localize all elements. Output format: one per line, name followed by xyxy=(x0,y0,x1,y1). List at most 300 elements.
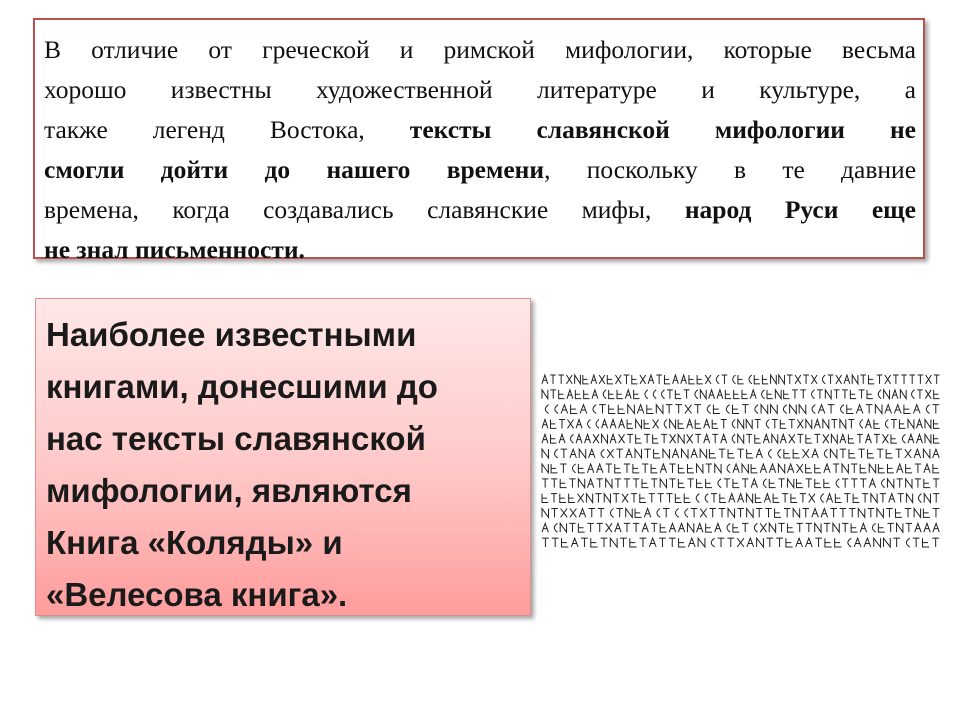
manuscript-glyph xyxy=(695,434,701,443)
manuscript-glyph xyxy=(610,509,613,518)
manuscript-glyph xyxy=(697,375,703,384)
manuscript-glyph xyxy=(806,523,812,532)
manuscript-glyph xyxy=(663,509,670,518)
manuscript-glyph xyxy=(912,390,915,399)
manuscript-glyph xyxy=(849,509,856,518)
manuscript-glyph xyxy=(925,434,931,443)
manuscript-glyph xyxy=(806,420,812,429)
manuscript-glyph xyxy=(661,434,667,443)
intro-bold-text: не знал письменности. xyxy=(44,235,305,264)
manuscript-glyph xyxy=(764,494,770,503)
manuscript-glyph xyxy=(666,405,673,414)
manuscript-glyph xyxy=(715,523,721,532)
manuscript-glyph xyxy=(872,523,875,532)
manuscript-glyph xyxy=(769,464,775,473)
manuscript-glyph xyxy=(627,420,633,429)
manuscript-glyph xyxy=(915,464,921,473)
manuscript-glyph xyxy=(767,390,773,399)
manuscript-glyph xyxy=(784,509,791,518)
manuscript-glyph xyxy=(615,464,621,473)
intro-line-5 xyxy=(44,190,916,230)
manuscript-glyph xyxy=(561,509,568,518)
manuscript-glyph xyxy=(542,449,549,458)
manuscript-glyph xyxy=(904,405,911,414)
manuscript-glyph xyxy=(551,479,557,488)
manuscript-glyph xyxy=(886,509,893,518)
manuscript-glyph xyxy=(645,390,648,399)
manuscript-glyph xyxy=(932,538,939,547)
manuscript-glyph xyxy=(860,479,866,488)
manuscript-glyph xyxy=(754,375,760,384)
manuscript-glyph xyxy=(603,390,606,399)
manuscript-glyph xyxy=(615,375,621,384)
manuscript-glyph xyxy=(632,375,638,384)
manuscript-glyph xyxy=(697,523,703,532)
manuscript-glyph xyxy=(571,405,578,414)
manuscript-glyph xyxy=(653,434,659,443)
manuscript-glyph xyxy=(733,375,736,384)
manuscript-glyph xyxy=(792,390,798,399)
manuscript-glyph xyxy=(886,449,893,458)
manuscript-glyph xyxy=(663,449,670,458)
manuscript-glyph xyxy=(678,464,684,473)
manuscript-glyph xyxy=(831,434,837,443)
manuscript-glyph xyxy=(648,375,654,384)
manuscript-glyph xyxy=(617,390,623,399)
manuscript-glyph xyxy=(763,434,769,443)
manuscript-glyph xyxy=(858,449,865,458)
manuscript-glyph xyxy=(651,464,657,473)
manuscript-glyph xyxy=(640,375,646,384)
manuscript-glyph xyxy=(550,390,556,399)
manuscript-glyph xyxy=(675,509,678,518)
manuscript-glyph xyxy=(733,523,739,532)
manuscript-glyph xyxy=(874,434,880,443)
manuscript-glyph xyxy=(689,375,695,384)
manuscript-glyph xyxy=(922,538,929,547)
manuscript-glyph xyxy=(559,390,565,399)
manuscript-glyph xyxy=(667,390,673,399)
manuscript-glyph xyxy=(840,434,846,443)
manuscript-glyph xyxy=(892,390,898,399)
manuscript-glyph xyxy=(700,449,707,458)
manuscript-glyph xyxy=(597,464,603,473)
manuscript-glyph xyxy=(858,509,865,518)
manuscript-glyph xyxy=(924,479,930,488)
manuscript-glyph xyxy=(847,405,854,414)
manuscript-glyph xyxy=(610,434,616,443)
manuscript-glyph xyxy=(618,405,625,414)
manuscript-glyph xyxy=(569,479,575,488)
manuscript-glyph xyxy=(933,479,939,488)
manuscript-glyph xyxy=(578,494,584,503)
manuscript-glyph xyxy=(722,375,728,384)
manuscript-glyph xyxy=(598,509,605,518)
manuscript-glyph xyxy=(542,464,548,473)
manuscript-glyph xyxy=(575,375,581,384)
manuscript-glyph xyxy=(675,494,681,503)
manuscript-glyph xyxy=(856,405,863,414)
manuscript-glyph xyxy=(887,479,893,488)
manuscript-glyph xyxy=(835,494,841,503)
manuscript-glyph xyxy=(811,375,817,384)
manuscript-glyph xyxy=(559,434,565,443)
manuscript-glyph xyxy=(592,390,598,399)
manuscript-glyph xyxy=(642,464,648,473)
manuscript-glyph xyxy=(633,479,639,488)
manuscript-glyph xyxy=(822,375,825,384)
manuscript-glyph xyxy=(644,509,651,518)
manuscript-glyph xyxy=(721,434,727,443)
manuscript-glyph xyxy=(787,523,793,532)
manuscript-glyph xyxy=(711,494,717,503)
manuscript-glyph xyxy=(733,479,739,488)
manuscript-glyph xyxy=(865,420,871,429)
manuscript-glyph xyxy=(610,538,617,547)
manuscript-glyph xyxy=(840,420,846,429)
manuscript-glyph xyxy=(542,523,548,532)
manuscript-glyph xyxy=(775,509,782,518)
manuscript-glyph xyxy=(578,464,584,473)
manuscript-glyph xyxy=(601,449,604,458)
manuscript-glyph xyxy=(823,420,829,429)
manuscript-glyph xyxy=(742,464,748,473)
manuscript-glyph xyxy=(784,390,790,399)
manuscript-glyph xyxy=(589,449,596,458)
manuscript-glyph xyxy=(762,390,765,399)
manuscript-glyph xyxy=(630,538,637,547)
manuscript-glyph xyxy=(615,479,621,488)
manuscript-glyph xyxy=(681,375,687,384)
manuscript-glyph xyxy=(570,449,577,458)
manuscript-glyph xyxy=(626,509,633,518)
manuscript-glyph xyxy=(848,434,854,443)
manuscript-glyph xyxy=(835,538,842,547)
manuscript-glyph xyxy=(885,405,892,414)
manuscript-glyph xyxy=(542,390,548,399)
manuscript-glyph xyxy=(868,509,875,518)
manuscript-glyph xyxy=(712,420,718,429)
manuscript-glyph xyxy=(695,390,698,399)
manuscript-glyph xyxy=(705,494,708,503)
manuscript-glyph xyxy=(840,449,847,458)
manuscript-glyph xyxy=(698,538,705,547)
manuscript-glyph xyxy=(751,479,757,488)
manuscript-glyph xyxy=(635,449,642,458)
manuscript-glyph xyxy=(750,390,756,399)
manuscript-glyph xyxy=(571,434,574,443)
manuscript-glyph xyxy=(653,390,656,399)
manuscript-glyph xyxy=(609,405,616,414)
manuscript-glyph xyxy=(700,509,707,518)
manuscript-glyph xyxy=(644,420,650,429)
manuscript-glyph xyxy=(697,464,703,473)
manuscript-glyph xyxy=(727,538,734,547)
manuscript-glyph xyxy=(651,523,657,532)
manuscript-glyph xyxy=(918,375,924,384)
manuscript-glyph xyxy=(687,523,693,532)
manuscript-glyph xyxy=(797,434,803,443)
manuscript-glyph xyxy=(793,509,800,518)
manuscript-glyph xyxy=(660,464,666,473)
manuscript-glyph xyxy=(932,405,939,414)
manuscript-glyph xyxy=(787,464,793,473)
manuscript-glyph xyxy=(789,420,795,429)
manuscript-glyph xyxy=(842,390,848,399)
manuscript-glyph xyxy=(769,449,772,458)
manuscript-glyph xyxy=(569,523,575,532)
manuscript-glyph xyxy=(824,449,827,458)
manuscript-glyph xyxy=(580,405,587,414)
intro-text-box xyxy=(33,18,925,264)
manuscript-glyph xyxy=(721,420,727,429)
manuscript-glyph xyxy=(669,479,675,488)
manuscript-glyph xyxy=(760,464,766,473)
manuscript-glyph xyxy=(712,434,718,443)
manuscript-glyph xyxy=(542,420,548,429)
manuscript-glyph xyxy=(754,523,757,532)
manuscript-glyph xyxy=(806,434,812,443)
manuscript-glyph xyxy=(545,405,548,414)
manuscript-glyph xyxy=(656,405,663,414)
manuscript-glyph xyxy=(626,449,633,458)
manuscript-glyph xyxy=(844,494,850,503)
manuscript-glyph xyxy=(572,464,575,473)
manuscript-glyph xyxy=(599,375,605,384)
manuscript-glyph xyxy=(913,405,920,414)
manuscript-glyph xyxy=(583,375,589,384)
manuscript-glyph xyxy=(657,509,660,518)
manuscript-glyph xyxy=(878,390,881,399)
books-line-3: нас тексты славянской xyxy=(46,420,426,457)
manuscript-glyph xyxy=(901,375,907,384)
manuscript-glyph xyxy=(878,464,884,473)
manuscript-glyph xyxy=(654,449,661,458)
manuscript-glyph xyxy=(679,538,686,547)
manuscript-glyph xyxy=(642,523,648,532)
manuscript-row xyxy=(542,479,939,488)
manuscript-glyph xyxy=(635,509,642,518)
manuscript-glyph xyxy=(906,479,912,488)
manuscript-glyph xyxy=(578,479,584,488)
manuscript-glyph xyxy=(620,538,627,547)
manuscript-glyph xyxy=(558,375,564,384)
manuscript-glyph xyxy=(916,434,922,443)
manuscript-glyph xyxy=(828,375,834,384)
manuscript-glyph xyxy=(624,479,630,488)
manuscript-glyph xyxy=(578,523,584,532)
manuscript-glyph xyxy=(733,464,739,473)
manuscript-glyph xyxy=(799,405,806,414)
manuscript-glyph xyxy=(933,420,939,429)
manuscript-glyph xyxy=(915,479,921,488)
manuscript-glyph xyxy=(738,375,744,384)
manuscript-glyph xyxy=(747,509,754,518)
manuscript-glyph xyxy=(678,523,684,532)
manuscript-glyph xyxy=(772,434,778,443)
manuscript-glyph xyxy=(718,538,725,547)
manuscript-glyph xyxy=(925,420,931,429)
manuscript-image xyxy=(540,372,942,550)
manuscript-glyph xyxy=(897,523,903,532)
manuscript-glyph xyxy=(613,494,619,503)
manuscript-glyph xyxy=(587,479,593,488)
manuscript-glyph xyxy=(848,538,851,547)
manuscript-glyph xyxy=(913,538,920,547)
manuscript-glyph xyxy=(851,479,857,488)
manuscript-glyph xyxy=(933,449,940,458)
manuscript-glyph xyxy=(616,449,623,458)
manuscript-glyph xyxy=(860,420,863,429)
manuscript-glyph xyxy=(815,523,821,532)
manuscript-glyph xyxy=(826,494,832,503)
manuscript-row xyxy=(542,538,939,547)
manuscript-glyph xyxy=(772,420,778,429)
manuscript-glyph xyxy=(747,538,754,547)
manuscript-glyph xyxy=(569,494,575,503)
manuscript-glyph xyxy=(815,464,821,473)
manuscript-glyph xyxy=(906,538,909,547)
manuscript-glyph xyxy=(818,405,825,414)
manuscript-glyph xyxy=(678,479,684,488)
manuscript-glyph xyxy=(786,538,793,547)
manuscript-glyph xyxy=(755,434,761,443)
books-line-1: Наиболее известными xyxy=(46,316,417,353)
manuscript-glyph xyxy=(882,479,885,488)
manuscript-glyph xyxy=(684,390,690,399)
manuscript-glyph xyxy=(848,420,854,429)
manuscript-glyph xyxy=(561,405,568,414)
manuscript-glyph xyxy=(923,449,930,458)
manuscript-glyph xyxy=(756,509,763,518)
manuscript-glyph xyxy=(579,509,586,518)
manuscript-glyph xyxy=(571,538,578,547)
manuscript-glyph xyxy=(842,464,848,473)
manuscript-glyph xyxy=(606,464,612,473)
manuscript-glyph xyxy=(889,494,895,503)
manuscript-glyph xyxy=(662,390,665,399)
manuscript-glyph xyxy=(900,390,906,399)
manuscript-glyph xyxy=(800,390,806,399)
manuscript-glyph xyxy=(893,375,899,384)
manuscript-glyph xyxy=(806,479,812,488)
intro-text: также легенд Востока, xyxy=(44,115,410,144)
manuscript-row xyxy=(542,434,939,443)
manuscript-glyph xyxy=(637,405,644,414)
manuscript-glyph xyxy=(784,449,791,458)
manuscript-glyph xyxy=(599,405,606,414)
manuscript-glyph xyxy=(706,464,712,473)
manuscript-glyph xyxy=(551,434,557,443)
manuscript-glyph xyxy=(576,434,582,443)
manuscript-glyph xyxy=(934,390,940,399)
manuscript-glyph xyxy=(747,449,754,458)
manuscript-glyph xyxy=(866,405,873,414)
manuscript-glyph xyxy=(664,420,667,429)
manuscript-glyph xyxy=(560,464,566,473)
manuscript-glyph xyxy=(914,509,921,518)
manuscript-glyph xyxy=(649,538,656,547)
manuscript-glyph xyxy=(700,390,706,399)
manuscript-glyph xyxy=(542,538,549,547)
manuscript-glyph xyxy=(897,479,903,488)
intro-line-6 xyxy=(44,230,916,270)
manuscript-glyph xyxy=(729,494,735,503)
manuscript-glyph xyxy=(691,449,698,458)
manuscript-glyph xyxy=(737,538,744,547)
manuscript-glyph xyxy=(817,390,823,399)
manuscript-glyph xyxy=(669,464,675,473)
manuscript-glyph xyxy=(719,509,726,518)
manuscript-glyph xyxy=(915,523,921,532)
manuscript-row xyxy=(542,420,939,429)
manuscript-glyph xyxy=(696,494,699,503)
manuscript-glyph xyxy=(860,523,866,532)
manuscript-glyph xyxy=(684,494,690,503)
manuscript-row xyxy=(542,523,939,532)
manuscript-glyph xyxy=(789,434,795,443)
manuscript-glyph xyxy=(575,390,581,399)
manuscript-glyph xyxy=(672,449,679,458)
intro-bold-text: тексты славянской мифологии не xyxy=(409,115,916,144)
manuscript-glyph xyxy=(917,390,923,399)
manuscript-glyph xyxy=(815,479,821,488)
manuscript-glyph xyxy=(883,538,890,547)
manuscript-glyph xyxy=(604,494,610,503)
manuscript-row xyxy=(542,494,939,503)
manuscript-glyph xyxy=(738,420,744,429)
manuscript-glyph xyxy=(587,464,593,473)
manuscript-glyph xyxy=(622,494,628,503)
books-line-6: «Велесова книга». xyxy=(46,576,348,613)
manuscript-glyph xyxy=(842,479,848,488)
manuscript-glyph xyxy=(609,390,615,399)
manuscript-glyph xyxy=(836,479,839,488)
manuscript-glyph xyxy=(738,434,744,443)
manuscript-glyph xyxy=(647,405,654,414)
manuscript-glyph xyxy=(891,420,897,429)
manuscript-glyph xyxy=(875,405,882,414)
manuscript-glyph xyxy=(660,479,666,488)
manuscript-glyph xyxy=(593,405,596,414)
manuscript-glyph xyxy=(769,479,775,488)
manuscript-glyph xyxy=(593,434,599,443)
manuscript-glyph xyxy=(860,375,866,384)
manuscript-glyph xyxy=(874,538,881,547)
manuscript-glyph xyxy=(691,509,698,518)
manuscript-glyph xyxy=(802,509,809,518)
manuscript-glyph xyxy=(933,523,939,532)
manuscript-glyph xyxy=(742,405,749,414)
manuscript-glyph xyxy=(877,449,884,458)
manuscript-glyph xyxy=(607,449,614,458)
manuscript-glyph xyxy=(579,449,586,458)
manuscript-glyph xyxy=(551,494,557,503)
manuscript-glyph xyxy=(803,375,809,384)
manuscript-glyph xyxy=(624,375,630,384)
manuscript-glyph xyxy=(694,405,701,414)
manuscript-glyph xyxy=(812,449,819,458)
manuscript-glyph xyxy=(726,405,729,414)
manuscript-glyph xyxy=(897,464,903,473)
manuscript-glyph xyxy=(906,523,912,532)
manuscript-glyph xyxy=(797,420,803,429)
manuscript-glyph xyxy=(727,523,730,532)
intro-line-2 xyxy=(44,70,916,110)
manuscript-glyph xyxy=(627,434,633,443)
manuscript-glyph xyxy=(790,405,797,414)
manuscript-glyph xyxy=(887,464,893,473)
